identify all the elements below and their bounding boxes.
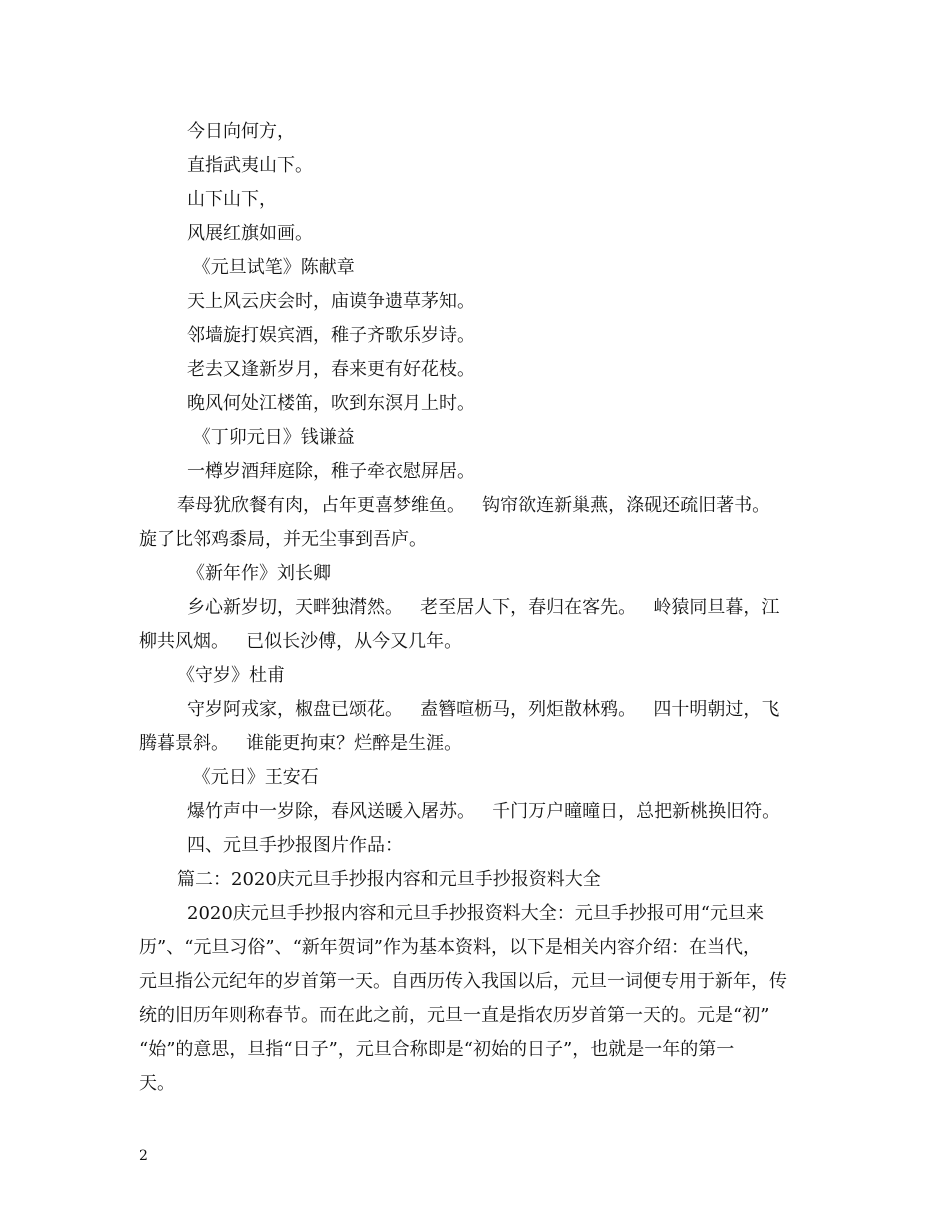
poem-title: 《新年作》刘长卿 [187, 563, 331, 584]
poem-line: 风展红旗如画。 [187, 223, 313, 244]
poem-title: 《丁卯元日》钱谦益 [187, 427, 355, 448]
poem-line: 守岁阿戎家，椒盘已颂花。 盍簪喧枥马，列炬散林鸦。 四十明朝过，飞 [187, 699, 780, 720]
poem-line: 直指武夷山下。 [187, 155, 313, 176]
section-heading: 篇二：2020庆元旦手抄报内容和元旦手抄报资料大全 [177, 869, 601, 890]
poem-line: 天上风云庆会时，庙谟争遗草茅知。 [187, 291, 475, 312]
poem-line: 山下山下， [187, 189, 277, 210]
paragraph-line: 2020庆元旦手抄报内容和元旦手抄报资料大全：元旦手抄报可用“元旦来 [187, 903, 765, 924]
paragraph-line: 元旦指公元纪年的岁首第一天。自西历传入我国以后，元旦一词便专用于新年，传 [139, 971, 787, 992]
poem-line: 晚风何处江楼笛，吹到东溟月上时。 [187, 393, 475, 414]
poem-line: 腾暮景斜。 谁能更拘束？烂醉是生涯。 [139, 733, 463, 754]
poem-line: 柳共风烟。 已似长沙傅，从今又几年。 [139, 631, 463, 652]
poem-line: 爆竹声中一岁除，春风送暖入屠苏。 千门万户曈曈日，总把新桃换旧符。 [187, 801, 781, 822]
poem-line: 老去又逢新岁月，春来更有好花枝。 [187, 359, 475, 380]
poem-line: 乡心新岁切，天畔独潸然。 老至居人下，春归在客先。 岭猿同旦暮，江 [187, 597, 780, 618]
poem-title: 《元日》王安石 [187, 767, 319, 788]
poem-line: 旋了比邻鸡黍局，并无尘事到吾庐。 [139, 529, 427, 550]
poem-line: 邻墙旋打娱宾酒，稚子齐歌乐岁诗。 [187, 325, 475, 346]
poem-title: 《元旦试笔》陈献章 [187, 257, 355, 278]
poem-title: 《守岁》杜甫 [177, 665, 285, 686]
paragraph-line: 历”、“元旦习俗”、“新年贺词”作为基本资料，以下是相关内容介绍：在当代， [139, 937, 762, 958]
paragraph-line: 统的旧历年则称春节。而在此之前，元旦一直是指农历岁首第一天的。元是“初” [139, 1005, 770, 1026]
poem-line: 一樽岁酒拜庭除，稚子牵衣慰屏居。 [187, 461, 475, 482]
section-heading: 四、元旦手抄报图片作品： [187, 835, 403, 856]
paragraph-line: “始”的意思，旦指“日子”，元旦合称即是“初始的日子”，也就是一年的第一 [139, 1039, 735, 1060]
page-number: 2 [139, 1148, 148, 1164]
poem-line: 今日向何方， [187, 121, 295, 142]
paragraph-line: 天。 [139, 1073, 175, 1094]
poem-line: 奉母犹欣餐有肉，占年更喜梦维鱼。 钩帘欲连新巢燕，涤砚还疏旧著书。 [177, 495, 771, 516]
